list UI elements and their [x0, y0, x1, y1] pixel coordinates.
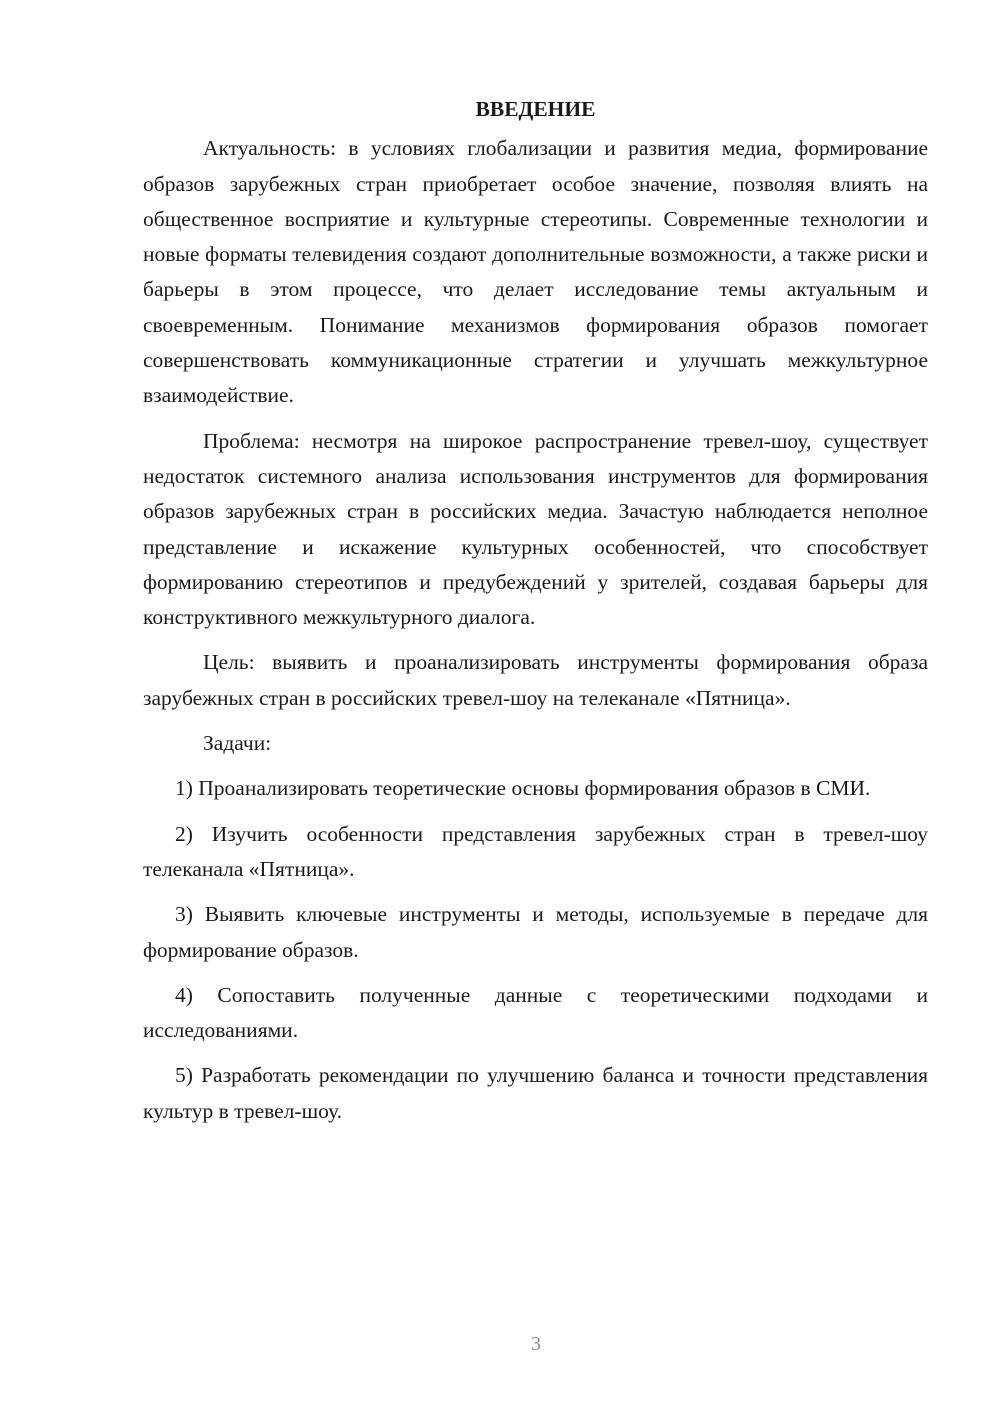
page-number: 3 [531, 1333, 541, 1355]
paragraph-problem: Проблема: несмотря на широкое распространение тревел-шоу, существует недостаток системного анализа использования инструментов для формирования образов зарубежных стран в российских медиа. Зачастую наблюдается неполное представление и искажение культурных особенностей, что способствует формированию стереотипов и предубеждений у зрителей, создавая барьеры для конструктивного межкультурного диалога. [143, 428, 928, 630]
task-item-5: 5) Разработать рекомендации по улучшению баланса и точности представления культур в тревел-шоу. [143, 1063, 928, 1123]
paragraph-goal: Цель: выявить и проанализировать инструменты формирования образа зарубежных стран в российских тревел-шоу на телеканале «Пятница». [143, 650, 928, 710]
task-item-3: 3) Выявить ключевые инструменты и методы, используемые в передаче для формирование образов. [143, 902, 928, 962]
tasks-label: Задачи: [203, 731, 272, 756]
task-item-4: 4) Сопоставить полученные данные с теоретическими подходами и исследованиями. [143, 982, 928, 1043]
task-item-1: 1) Проанализировать теоретические основы формирования образов в СМИ. [175, 776, 871, 801]
document-page [143, 92, 928, 1139]
paragraph-relevance: Актуальность: в условиях глобализации и развития медиа, формирование образов зарубежных стран приобретает особое значение, позволяя влиять на общественное восприятие и культурные стереотипы. Современные технологии и новые форматы телевидения создают дополнительные возможности, а также риски и барьеры в этом процессе, что делает исследование темы актуальным и своевременным. Понимание механизмов формирования образов помогает совершенствовать коммуникационные стратегии и улучшать межкультурное взаимодействие. [143, 136, 928, 408]
section-heading: ВВЕДЕНИЕ [475, 97, 596, 121]
task-item-2: 2) Изучить особенности представления зарубежных стран в тревел-шоу телеканала «Пятница». [143, 821, 928, 881]
